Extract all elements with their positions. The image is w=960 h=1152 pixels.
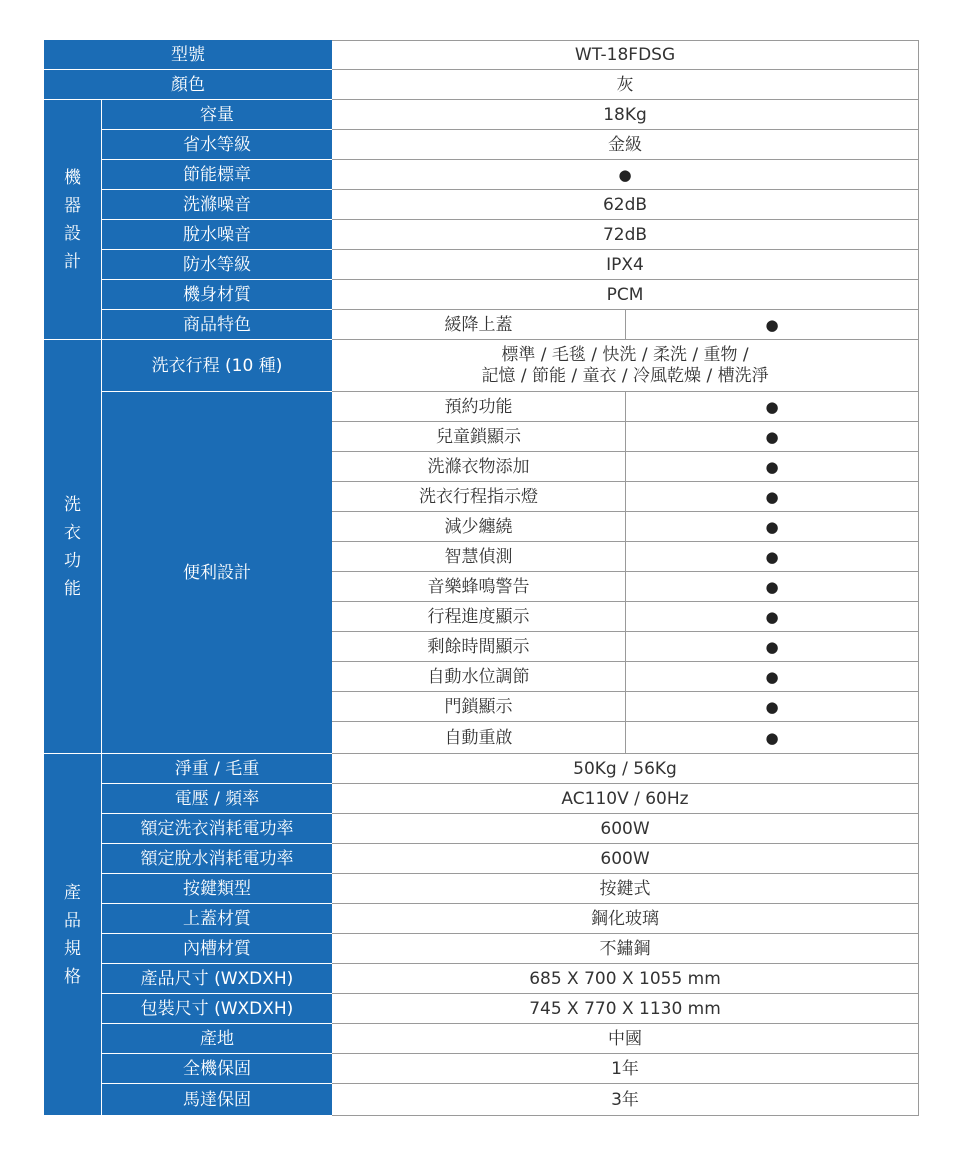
spec-row [44,40,919,70]
row-label: 容量 [101,100,332,130]
category-label-cell [44,340,101,754]
feature-item-label: 減少纏繞 [332,512,626,542]
row-label: 額定洗衣消耗電功率 [101,814,332,844]
row-value: 745 X 770 X 1130 mm [332,994,919,1024]
feature-dot-indicator: ● [765,397,779,416]
spec-table [44,40,919,1116]
feature-dot-cell [626,482,919,512]
row-label: 產地 [101,1024,332,1054]
spec-row [44,904,919,934]
row-value-line: 記憶 / 節能 / 童衣 / 冷風乾燥 / 槽洗淨 [481,365,769,386]
feature-item-label: 洗衣行程指示燈 [332,482,626,512]
category-label-cell [44,754,101,1116]
spec-row [44,1024,919,1054]
feature-item-label: 剩餘時間顯示 [332,632,626,662]
row-value: 72dB [332,220,919,250]
feature-item-label: 自動重啟 [332,722,626,754]
row-label: 顏色 [44,70,332,100]
row-value: 3年 [332,1084,919,1116]
feature-dot-indicator: ● [765,487,779,506]
row-value: 灰 [332,70,919,100]
row-label: 全機保固 [101,1054,332,1084]
row-value: AC110V / 60Hz [332,784,919,814]
row-value: 按鍵式 [332,874,919,904]
spec-row [44,280,919,310]
feature-dot-cell [626,310,919,340]
row-value: PCM [332,280,919,310]
feature-dot-indicator: ● [765,637,779,656]
feature-dot-cell [626,572,919,602]
feature-dot-indicator: ● [765,457,779,476]
row-value: WT-18FDSG [332,40,919,70]
row-label: 商品特色 [101,310,332,340]
spec-row [44,874,919,904]
row-label: 機身材質 [101,280,332,310]
spec-table-body [44,40,919,1116]
category-label: 產品規格 [64,882,81,987]
row-value: 18Kg [332,100,919,130]
row-value: IPX4 [332,250,919,280]
row-label: 內槽材質 [101,934,332,964]
row-label: 洗衣行程 (10 種) [101,340,332,392]
feature-item-label: 預約功能 [332,392,626,422]
row-value: 600W [332,814,919,844]
row-label: 省水等級 [101,130,332,160]
spec-row [44,784,919,814]
feature-dot-cell [626,632,919,662]
row-value: 600W [332,844,919,874]
feature-dot-indicator: ● [765,547,779,566]
row-label: 節能標章 [101,160,332,190]
row-value-line: 標準 / 毛毯 / 快洗 / 柔洗 / 重物 / [501,344,749,365]
spec-row [44,1084,919,1116]
feature-dot-indicator: ● [765,427,779,446]
feature-dot-cell [626,692,919,722]
feature-row [44,392,919,422]
spec-row [44,994,919,1024]
row-label: 包裝尺寸 (WXDXH) [101,994,332,1024]
row-label: 馬達保固 [101,1084,332,1116]
feature-dot-cell [626,662,919,692]
spec-row [44,70,919,100]
row-label: 洗滌噪音 [101,190,332,220]
feature-item-label: 音樂蜂鳴警告 [332,572,626,602]
row-value: 金級 [332,130,919,160]
feature-item-label: 自動水位調節 [332,662,626,692]
row-value: 1年 [332,1054,919,1084]
feature-dot-cell [626,542,919,572]
spec-row [44,250,919,280]
row-label: 便利設計 [101,392,332,754]
feature-dot-cell [626,452,919,482]
spec-row [44,130,919,160]
row-value: 不鏽鋼 [332,934,919,964]
category-label-cell [44,100,101,340]
row-label: 脫水噪音 [101,220,332,250]
feature-dot-cell [626,602,919,632]
row-value: 中國 [332,1024,919,1054]
feature-item-label: 兒童鎖顯示 [332,422,626,452]
row-label: 按鍵類型 [101,874,332,904]
spec-row [44,340,919,392]
feature-dot-indicator: ● [765,697,779,716]
feature-dot-indicator: ● [765,517,779,536]
feature-item-label: 門鎖顯示 [332,692,626,722]
row-value: 50Kg / 56Kg [332,754,919,784]
row-label: 防水等級 [101,250,332,280]
spec-row [44,754,919,784]
spec-row [44,814,919,844]
row-label: 淨重 / 毛重 [101,754,332,784]
row-label: 額定脫水消耗電功率 [101,844,332,874]
row-label: 電壓 / 頻率 [101,784,332,814]
spec-row [44,310,919,340]
feature-dot-cell [626,722,919,754]
spec-row [44,934,919,964]
feature-dot-indicator: ● [765,577,779,596]
spec-row [44,1054,919,1084]
spec-row [44,220,919,250]
row-label: 產品尺寸 (WXDXH) [101,964,332,994]
feature-dot-cell [332,160,919,190]
category-label: 洗衣功能 [64,494,81,599]
row-value: 62dB [332,190,919,220]
row-value: 鋼化玻璃 [332,904,919,934]
row-label: 型號 [44,40,332,70]
row-value: 685 X 700 X 1055 mm [332,964,919,994]
feature-dot-cell [626,512,919,542]
feature-dot-indicator: ● [765,607,779,626]
feature-dot-cell [626,422,919,452]
row-sub-label: 緩降上蓋 [332,310,626,340]
spec-row [44,160,919,190]
category-label: 機器設計 [64,167,81,272]
spec-row [44,100,919,130]
feature-dot-cell [626,392,919,422]
feature-item-label: 行程進度顯示 [332,602,626,632]
feature-dot-indicator: ● [618,165,632,184]
spec-row [44,190,919,220]
feature-dot-indicator: ● [765,728,779,747]
spec-row [44,964,919,994]
spec-row [44,844,919,874]
row-label: 上蓋材質 [101,904,332,934]
row-value-multiline [332,340,919,392]
feature-dot-indicator: ● [765,667,779,686]
feature-item-label: 洗滌衣物添加 [332,452,626,482]
feature-item-label: 智慧偵測 [332,542,626,572]
feature-dot-indicator: ● [765,315,779,334]
